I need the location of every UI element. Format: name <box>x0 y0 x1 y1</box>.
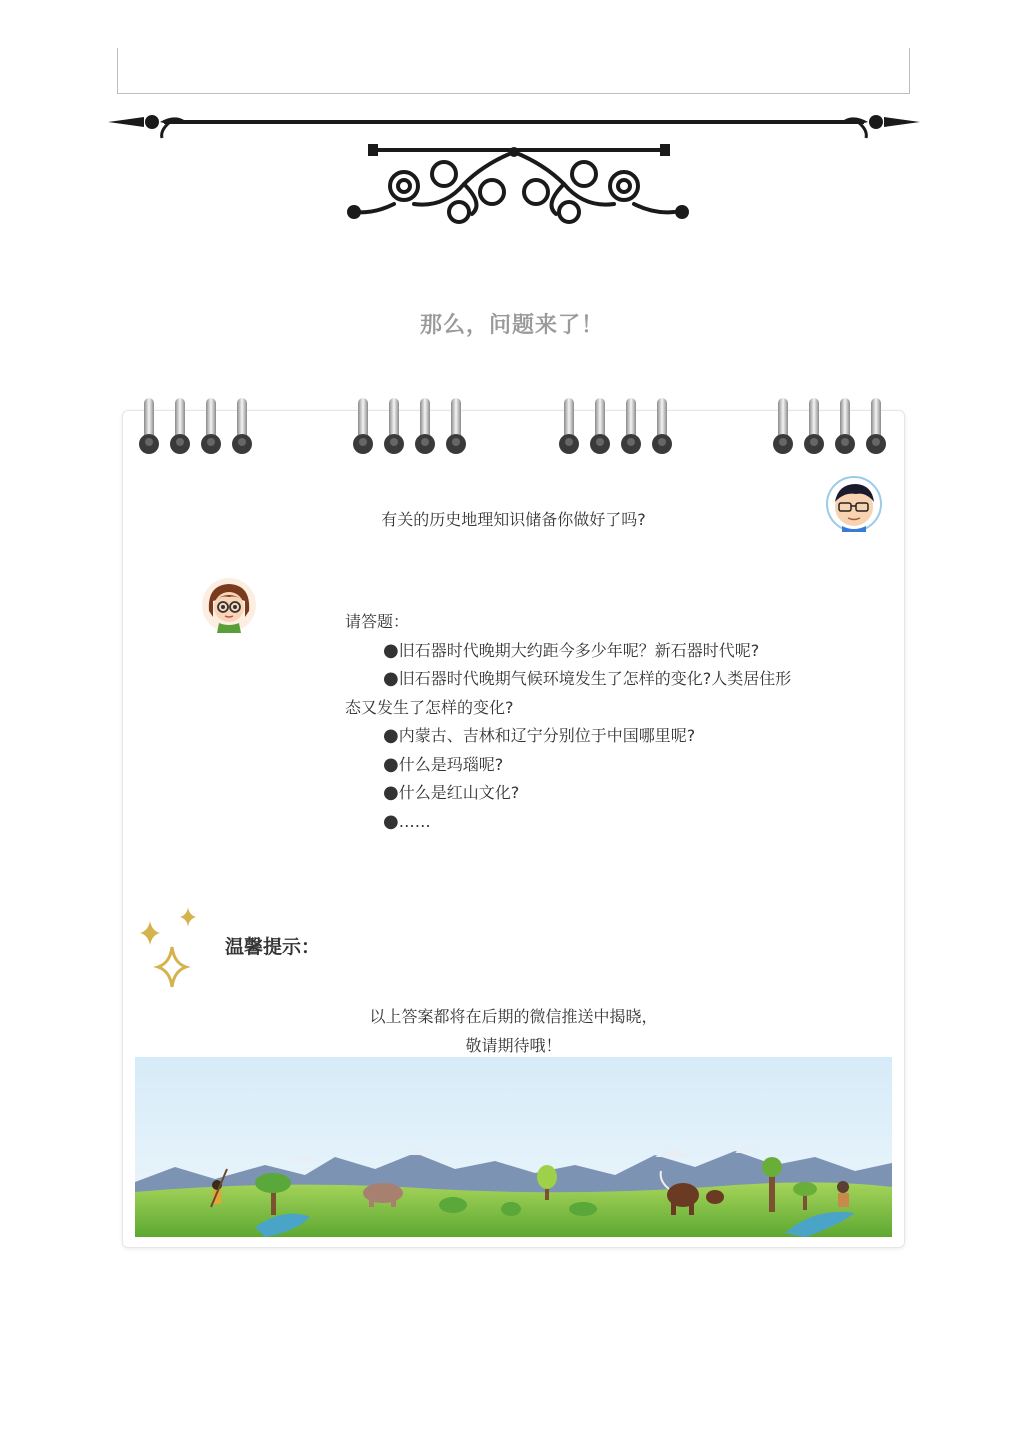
bullet-icon: ● <box>383 810 399 832</box>
answer-block <box>345 608 795 836</box>
spiral-ring-icon <box>865 396 887 458</box>
spiral-ring-icon <box>772 396 794 458</box>
question-text: 什么是红山文化? <box>398 783 520 802</box>
spiral-ring-icon <box>138 396 160 458</box>
sparkle-icon <box>140 905 204 989</box>
spiral-ring-icon <box>558 396 580 458</box>
question-list <box>345 637 795 837</box>
ornament-divider <box>104 104 924 234</box>
headline: 那么，问题来了！ <box>419 313 604 338</box>
boy-avatar-icon <box>826 476 882 532</box>
spiral-ring-icon <box>589 396 611 458</box>
question-text: 旧石器时代晚期大约距今多少年呢？新石器时代呢? <box>398 640 760 660</box>
question-item <box>345 722 795 751</box>
bullet-icon: ● <box>383 668 399 689</box>
question-item <box>345 808 795 837</box>
top-content-frame <box>117 48 910 94</box>
question-item <box>345 751 795 780</box>
bullet-icon: ● <box>383 725 399 746</box>
spiral-ring-icon <box>200 396 222 458</box>
spiral-ring-icon <box>834 396 856 458</box>
tip-line: 以上答案都将在后期的微信推送中揭晓， <box>369 1007 658 1026</box>
question-text: …… <box>398 811 431 831</box>
tip-title: 温馨提示： <box>225 936 321 958</box>
bullet-icon: ● <box>383 639 399 661</box>
dialog-question: 有关的历史地理知识储备你做好了吗? <box>381 510 646 529</box>
tip-line: 敬请期待哦！ <box>465 1036 562 1055</box>
girl-avatar-icon <box>201 577 257 633</box>
question-item <box>345 637 795 666</box>
spiral-ring-icon <box>651 396 673 458</box>
spiral-ring-icon <box>231 396 253 458</box>
tip-text <box>122 1002 905 1060</box>
question-text: 旧石器时代晚期气候环境发生了怎样的变化?人类居住形态又发生了怎样的变化? <box>345 669 792 717</box>
spiral-ring-icon <box>414 396 436 458</box>
spiral-ring-icon <box>620 396 642 458</box>
prehistoric-landscape-image <box>135 1057 892 1237</box>
spiral-ring-icon <box>803 396 825 458</box>
question-item <box>345 665 795 722</box>
question-text: 什么是玛瑙呢? <box>398 754 504 774</box>
answer-intro: 请答题： <box>345 612 410 631</box>
spiral-ring-icon <box>383 396 405 458</box>
question-item <box>345 779 795 808</box>
spiral-ring-icon <box>169 396 191 458</box>
spiral-ring-icon <box>352 396 374 458</box>
spiral-ring-icon <box>445 396 467 458</box>
question-text: 内蒙古、吉林和辽宁分别位于中国哪里呢? <box>398 726 696 745</box>
bullet-icon: ● <box>383 782 399 803</box>
bullet-icon: ● <box>383 753 399 775</box>
